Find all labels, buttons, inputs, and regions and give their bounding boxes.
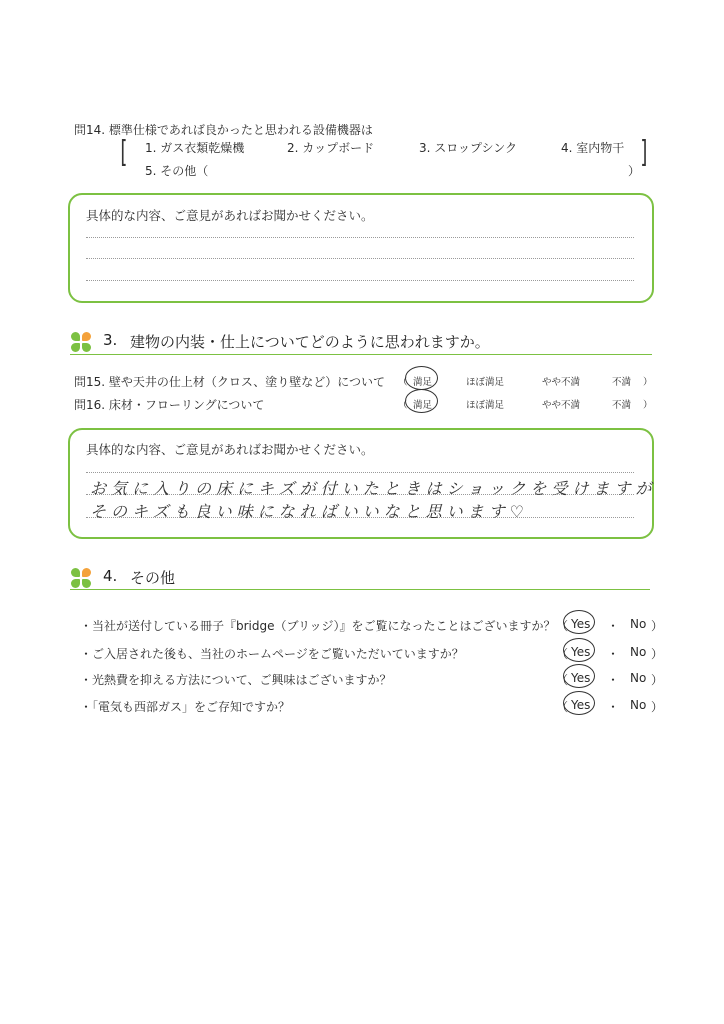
q14-bracket-right: ] xyxy=(640,135,648,170)
s4-q1-paren-open: （ xyxy=(556,619,569,633)
s4-question-4: ・「電気も西部ガス」をご存知ですか？ xyxy=(80,700,291,714)
s4-q4-selected-circle xyxy=(563,691,595,715)
q14-label: 問14. 標準仕様であれば良かったと思われる設備機器は xyxy=(74,123,373,137)
comment-line xyxy=(86,258,634,259)
q15-label: 問15. 壁や天井の仕上材（クロス、塗り壁など）について xyxy=(74,375,386,389)
s4-q3-no[interactable]: No xyxy=(630,671,647,685)
s4-question-1: ・当社が送付している冊子『bridge（ブリッジ）』をご覧になったことはございますか？ xyxy=(80,619,556,633)
q16-choice-3[interactable]: やや不満 xyxy=(542,400,581,411)
s4-q4-no[interactable]: No xyxy=(630,698,647,712)
s4-q4-paren-open: （ xyxy=(556,700,569,714)
s4-q3-dot: ・ xyxy=(607,673,620,687)
comment-box-2[interactable] xyxy=(68,428,657,539)
q15-paren-close: ） xyxy=(643,377,653,388)
comment-box-2-title: 具体的な内容、ご意見があればお聞かせください。 xyxy=(86,442,374,457)
clover-icon xyxy=(70,567,92,589)
q14-option-4: 4. 室内物干 xyxy=(561,141,625,155)
q16-label: 問16. 床材・フローリングについて xyxy=(74,398,265,412)
section-4-title: その他 xyxy=(130,569,176,587)
section-3-title: 建物の内装・仕上についてどのように思われますか。 xyxy=(130,333,490,351)
q16-paren-close: ） xyxy=(643,400,653,411)
s4-question-3: ・光熱費を抑える方法について、ご興味はございますか？ xyxy=(80,673,392,687)
q15-choice-4[interactable]: 不満 xyxy=(612,377,632,388)
s4-q3-yes[interactable]: Yes xyxy=(571,671,591,685)
q14-option-3: 3. スロップシンク xyxy=(419,141,518,155)
s4-q3-paren-open: （ xyxy=(556,673,569,687)
comment-line xyxy=(86,237,634,238)
s4-q2-no[interactable]: No xyxy=(630,645,647,659)
section-3-underline xyxy=(70,354,652,355)
s4-q1-dot: ・ xyxy=(607,619,620,633)
s4-q2-selected-circle xyxy=(563,638,595,662)
q15-paren-open: （ xyxy=(398,377,408,388)
q14-option-1: 1. ガス衣類乾燥機 xyxy=(145,141,245,155)
comment-line xyxy=(86,280,634,281)
q16-paren-open: （ xyxy=(398,400,408,411)
section-4-number: 4. xyxy=(103,567,118,585)
s4-q4-yes[interactable]: Yes xyxy=(571,698,591,712)
s4-q1-yes[interactable]: Yes xyxy=(571,617,591,631)
q14-bracket-left: [ xyxy=(120,135,128,170)
q15-choice-2[interactable]: ほぼ満足 xyxy=(466,377,505,388)
comment-line xyxy=(86,472,634,473)
s4-q2-dot: ・ xyxy=(607,647,620,661)
q16-choice-4[interactable]: 不満 xyxy=(612,400,632,411)
s4-q3-paren-close: ） xyxy=(651,673,664,687)
section-3-number: 3. xyxy=(103,331,118,349)
s4-q4-dot: ・ xyxy=(607,700,620,714)
s4-q4-paren-close: ） xyxy=(651,700,664,714)
s4-q1-selected-circle xyxy=(563,610,595,634)
clover-icon xyxy=(70,331,92,353)
handwritten-comment-line-1: お気に入りの床にキズが付いたときはショックを受けますが xyxy=(90,479,657,498)
s4-q2-paren-open: （ xyxy=(556,647,569,661)
q15-selected-circle xyxy=(405,366,438,390)
s4-q1-no[interactable]: No xyxy=(630,617,647,631)
q16-selected-circle xyxy=(405,389,438,413)
s4-q2-yes[interactable]: Yes xyxy=(571,645,591,659)
s4-q2-paren-close: ） xyxy=(651,647,664,661)
s4-q3-selected-circle xyxy=(563,664,595,688)
s4-q1-paren-close: ） xyxy=(651,619,664,633)
q16-choice-2[interactable]: ほぼ満足 xyxy=(466,400,505,411)
q15-choice-1[interactable]: 満足 xyxy=(413,377,433,388)
comment-box-1[interactable] xyxy=(68,193,654,303)
s4-question-2: ・ご入居された後も、当社のホームページをご覧いただいていますか？ xyxy=(80,647,464,661)
q14-option-other: 5. その他（ xyxy=(145,164,209,178)
q14-option-other-close: ） xyxy=(628,164,641,178)
section-4-underline xyxy=(70,589,650,590)
q16-choice-1[interactable]: 満足 xyxy=(413,400,433,411)
comment-box-1-title: 具体的な内容、ご意見があればお聞かせください。 xyxy=(86,208,374,223)
handwritten-comment-line-2: そのキズも良い味になればいいなと思います♡ xyxy=(90,502,530,521)
q15-choice-3[interactable]: やや不満 xyxy=(542,377,581,388)
q14-option-2: 2. カップボード xyxy=(287,141,375,155)
